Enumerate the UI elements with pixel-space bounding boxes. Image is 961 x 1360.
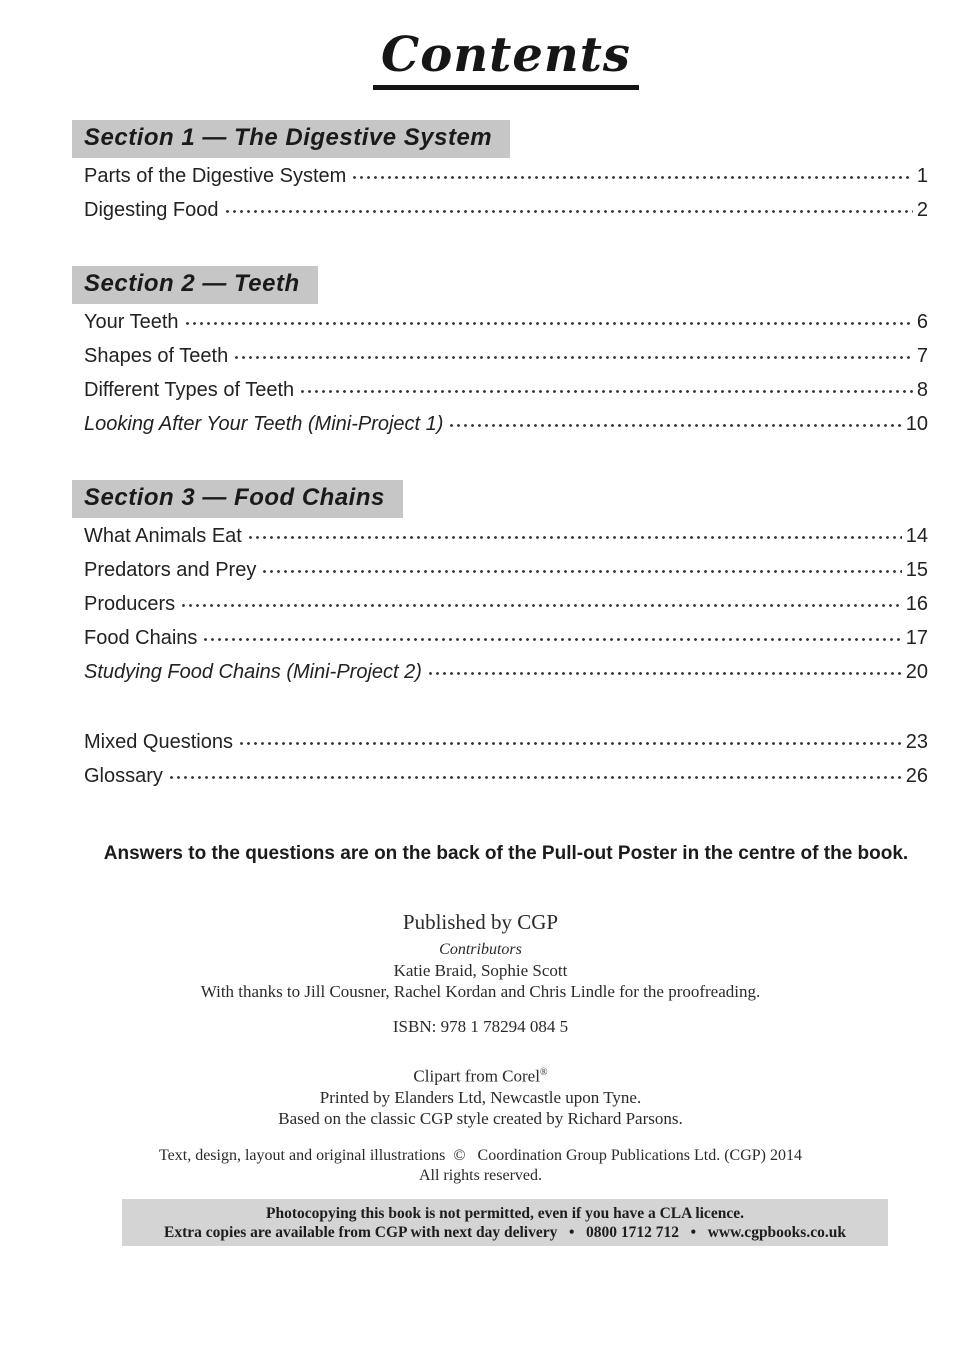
dot-leader (245, 533, 902, 542)
toc-entry (84, 593, 928, 627)
toc-entry (84, 765, 928, 799)
contributors-names: Katie Braid, Sophie Scott (393, 961, 568, 980)
dot-leader (236, 739, 902, 748)
dot-leader (425, 669, 902, 678)
toc-entry-label: Studying Food Chains (Mini-Project 2) (84, 661, 422, 683)
toc-entry-label: Predators and Prey (84, 559, 257, 581)
toc-entry-page: 1 (916, 165, 928, 187)
toc-entry (84, 559, 928, 593)
dot-leader (259, 567, 901, 576)
copyright-line: Text, design, layout and original illustrations © Coordination Group Publications Ltd. (CGP) 2014 (159, 1146, 802, 1164)
thanks-line: With thanks to Jill Cousner, Rachel Kordan and Chris Lindle for the proofreading. (200, 982, 761, 1001)
toc-entry-page: 20 (905, 661, 928, 683)
table-of-contents (84, 120, 928, 865)
section-entries (84, 525, 928, 695)
section-heading: Section 3 — Food Chains (72, 480, 403, 518)
toc-entry-label: Looking After Your Teeth (Mini-Project 1) (84, 413, 444, 435)
toc-entry (84, 311, 928, 345)
section-teeth (84, 266, 928, 447)
answers-note: Answers to the questions are on the back of the Pull-out Poster in the centre of the book. (103, 843, 909, 864)
based-on-line: Based on the classic CGP style created by Richard Parsons. (278, 1108, 683, 1128)
photocopy-notice-line2: Extra copies are available from CGP with next day delivery • 0800 1712 712 • www.cgpbooks.co.uk (164, 1223, 846, 1241)
section-entries (84, 165, 928, 233)
dot-leader (297, 387, 913, 396)
toc-entry-page: 6 (916, 311, 928, 333)
section-heading: Section 2 — Teeth (72, 266, 318, 304)
extra-entries (84, 731, 928, 799)
toc-entry-label: Parts of the Digestive System (84, 165, 347, 187)
toc-entry (84, 379, 928, 413)
page-title: Contents (373, 26, 639, 90)
toc-entry-page: 15 (905, 559, 928, 581)
dot-leader (231, 353, 913, 362)
dot-leader (446, 421, 901, 430)
toc-entry-page: 26 (905, 765, 928, 787)
toc-entry-label: Mixed Questions (84, 731, 233, 753)
printed-by-line: Printed by Elanders Ltd, Newcastle upon Tyne. (319, 1087, 642, 1107)
toc-entry-page: 2 (916, 199, 928, 221)
section-food-chains (84, 480, 928, 695)
clipart-text: Clipart from Corel (413, 1066, 540, 1086)
photocopy-notice-box (122, 1199, 888, 1246)
dot-leader (178, 601, 902, 610)
clipart-line (0, 1062, 961, 1087)
toc-entry (84, 627, 928, 661)
photocopy-notice-line1: Photocopying this book is not permitted, even if you have a CLA licence. (266, 1204, 744, 1222)
toc-entry-label: Glossary (84, 765, 163, 787)
toc-entry-label: Producers (84, 593, 176, 615)
title-area (84, 0, 928, 90)
toc-entry (84, 731, 928, 765)
toc-entry-page: 17 (905, 627, 928, 649)
dot-leader (349, 173, 913, 182)
section-digestive-system (84, 120, 928, 233)
section-entries (84, 311, 928, 447)
dot-leader (200, 635, 901, 644)
section-heading: Section 1 — The Digestive System (72, 120, 510, 158)
published-by-line: Published by CGP (402, 910, 559, 934)
toc-entry-page: 7 (916, 345, 928, 367)
registered-trademark-symbol: ® (539, 1067, 548, 1078)
isbn-line: ISBN: 978 1 78294 084 5 (392, 1017, 569, 1036)
toc-entry (84, 345, 928, 379)
toc-entry-page: 8 (916, 379, 928, 401)
toc-entry (84, 661, 928, 695)
toc-entry-label: Shapes of Teeth (84, 345, 229, 367)
colophon (0, 909, 961, 1186)
toc-entry (84, 413, 928, 447)
dot-leader (222, 207, 913, 216)
dot-leader (182, 319, 913, 328)
toc-entry-label: Your Teeth (84, 311, 179, 333)
toc-entry-page: 14 (905, 525, 928, 547)
toc-entry (84, 199, 928, 233)
toc-entry-page: 16 (905, 593, 928, 615)
toc-entry-label: Different Types of Teeth (84, 379, 295, 401)
toc-entry (84, 525, 928, 559)
contributors-heading: Contributors (439, 941, 522, 958)
dot-leader (166, 773, 902, 782)
toc-entry-label: Digesting Food (84, 199, 219, 221)
toc-entry-page: 10 (905, 413, 928, 435)
rights-reserved-line: All rights reserved. (418, 1166, 543, 1184)
toc-entry-page: 23 (905, 731, 928, 753)
toc-entry-label: What Animals Eat (84, 525, 242, 547)
toc-entry (84, 165, 928, 199)
toc-entry-label: Food Chains (84, 627, 198, 649)
